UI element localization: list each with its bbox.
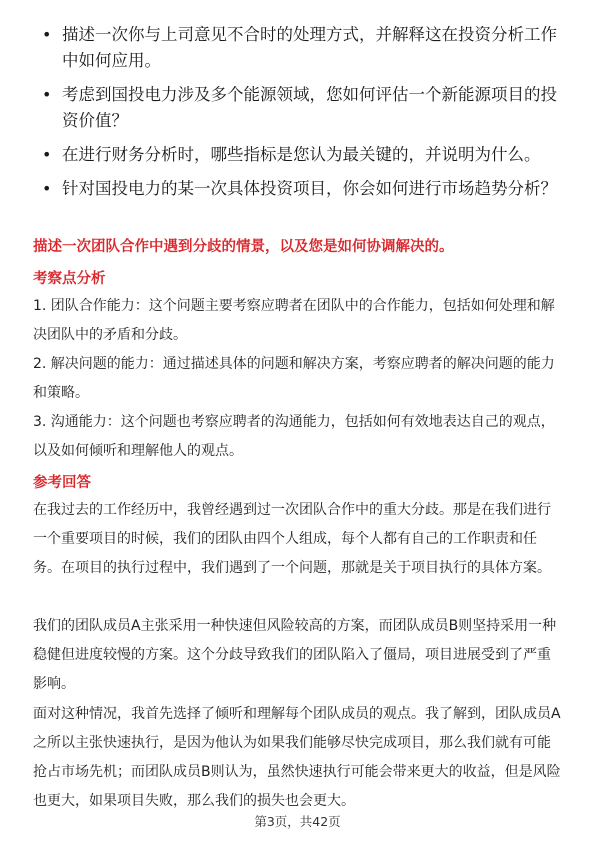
bullet-dot-icon: •	[42, 25, 52, 44]
question-title: 描述一次团队合作中遇到分歧的情景，以及您是如何协调解决的。	[33, 239, 454, 255]
analysis-item: 3. 沟通能力：这个问题也考察应聘者的沟通能力，包括如何有效地表达自己的观点，以及如何倾听和理解他人的观点。	[33, 414, 555, 459]
answer-paragraph: 我们的团队成员A主张采用一种快速但风险较高的方案，而团队成员B则坚持采用一种稳健但进度较慢的方案。这个分歧导致我们的团队陷入了僵局，项目进展受到了严重影响。	[33, 618, 557, 692]
answer-paragraph: 面对这种情况，我首先选择了倾听和理解每个团队成员的观点。我了解到，团队成员A之所以主张快速执行，是因为他认为如果我们能够尽快完成项目，那么我们就有可能抢占市场先机；而团队成员B则认为，虽然快速执行可能会带来更大的收益，但是风险也更大，如果项目失败，那么我们的损失也会更大。	[33, 706, 561, 809]
bullet-text: 在进行财务分析时，哪些指标是您认为最关键的，并说明为什么。	[62, 145, 541, 164]
bullet-text: 描述一次你与上司意见不合时的处理方式，并解释这在投资分析工作中如何应用。	[62, 25, 557, 70]
page-number: 第3页，共42页	[254, 814, 341, 829]
bullet-item	[40, 82, 560, 134]
question-bullet-list	[40, 22, 560, 210]
answer-paragraph: 在我过去的工作经历中，我曾经遇到过一次团队合作中的重大分歧。那是在我们进行一个重要项目的时候，我们的团队由四个人组成，每个人都有自己的工作职责和任务。在项目的执行过程中，我们遇到了一个问题，那就是关于项目执行的具体方案。	[33, 502, 551, 576]
analysis-item: 2. 解决问题的能力：通过描述具体的问题和解决方案，考察应聘者的解决问题的能力和策略。	[33, 356, 555, 401]
analysis-heading: 考察点分析	[33, 271, 106, 287]
analysis-item: 1. 团队合作能力：这个问题主要考察应聘者在团队中的合作能力，包括如何处理和解决团队中的矛盾和分歧。	[33, 298, 555, 343]
bullet-text: 考虑到国投电力涉及多个能源领域，您如何评估一个新能源项目的投资价值？	[62, 85, 557, 130]
answer-heading: 参考回答	[33, 475, 91, 491]
bullet-text: 针对国投电力的某一次具体投资项目，你会如何进行市场趋势分析？	[62, 179, 557, 198]
bullet-item	[40, 142, 560, 168]
bullet-dot-icon: •	[42, 145, 52, 164]
bullet-item	[40, 176, 560, 202]
bullet-dot-icon: •	[42, 85, 52, 104]
bullet-item	[40, 22, 560, 74]
bullet-dot-icon: •	[42, 179, 52, 198]
